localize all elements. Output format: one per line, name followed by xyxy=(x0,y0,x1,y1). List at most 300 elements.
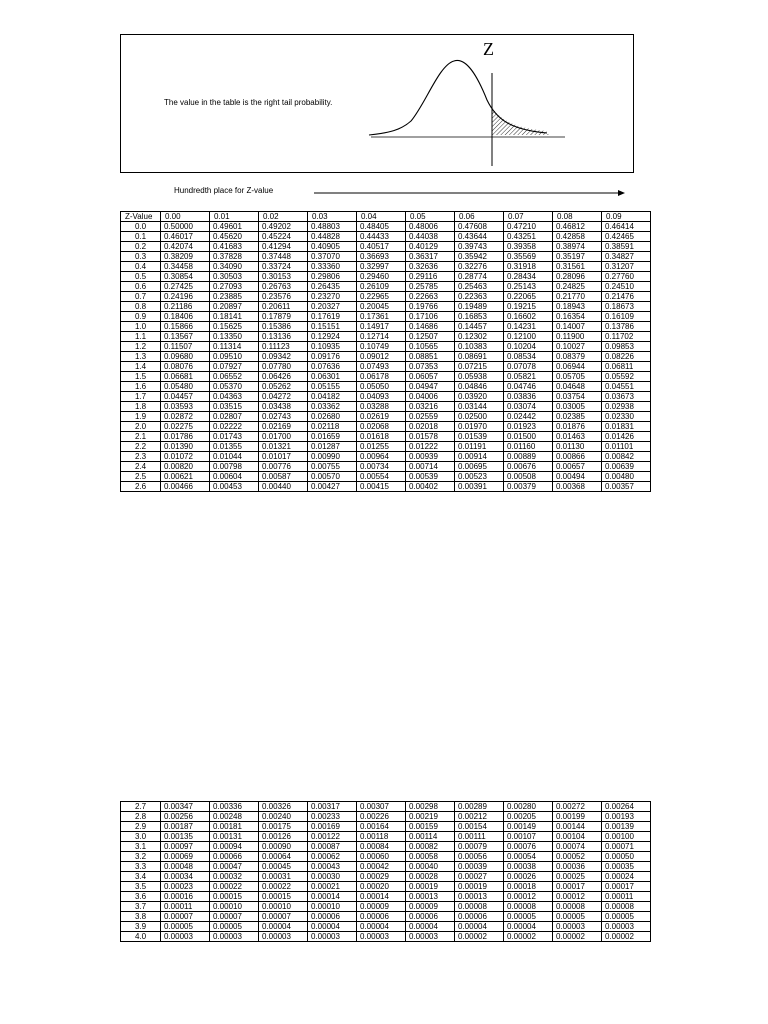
table-row xyxy=(121,432,651,442)
probability-cell: 0.47608 xyxy=(455,222,504,232)
table-row xyxy=(121,262,651,272)
probability-cell: 0.02938 xyxy=(602,402,651,412)
table-row xyxy=(121,442,651,452)
probability-cell: 0.10565 xyxy=(406,342,455,352)
probability-cell: 0.02743 xyxy=(259,412,308,422)
probability-cell: 0.09853 xyxy=(602,342,651,352)
probability-cell: 0.00017 xyxy=(602,882,651,892)
probability-cell: 0.00015 xyxy=(210,892,259,902)
probability-cell: 0.00040 xyxy=(406,862,455,872)
probability-cell: 0.14007 xyxy=(553,322,602,332)
probability-cell: 0.00415 xyxy=(357,482,406,492)
probability-cell: 0.28774 xyxy=(455,272,504,282)
probability-cell: 0.44828 xyxy=(308,232,357,242)
probability-cell: 0.00914 xyxy=(455,452,504,462)
probability-cell: 0.01876 xyxy=(553,422,602,432)
z-value-cell: 3.8 xyxy=(121,912,161,922)
probability-cell: 0.05480 xyxy=(161,382,210,392)
probability-cell: 0.03005 xyxy=(553,402,602,412)
probability-cell: 0.19215 xyxy=(504,302,553,312)
column-header: 0.08 xyxy=(553,212,602,222)
probability-cell: 0.49202 xyxy=(259,222,308,232)
probability-cell: 0.14457 xyxy=(455,322,504,332)
probability-cell: 0.20897 xyxy=(210,302,259,312)
probability-cell: 0.00022 xyxy=(259,882,308,892)
probability-cell: 0.02680 xyxy=(308,412,357,422)
probability-cell: 0.00043 xyxy=(308,862,357,872)
probability-cell: 0.00019 xyxy=(455,882,504,892)
probability-cell: 0.00097 xyxy=(161,842,210,852)
probability-cell: 0.01222 xyxy=(406,442,455,452)
probability-cell: 0.00029 xyxy=(357,872,406,882)
probability-cell: 0.01618 xyxy=(357,432,406,442)
probability-cell: 0.00126 xyxy=(259,832,308,842)
probability-cell: 0.19766 xyxy=(406,302,455,312)
probability-cell: 0.03216 xyxy=(406,402,455,412)
probability-cell: 0.00226 xyxy=(357,812,406,822)
probability-cell: 0.25785 xyxy=(406,282,455,292)
probability-cell: 0.04947 xyxy=(406,382,455,392)
probability-cell: 0.01831 xyxy=(602,422,651,432)
probability-cell: 0.31918 xyxy=(504,262,553,272)
probability-cell: 0.00139 xyxy=(602,822,651,832)
probability-cell: 0.41294 xyxy=(259,242,308,252)
probability-cell: 0.00604 xyxy=(210,472,259,482)
probability-cell: 0.00007 xyxy=(210,912,259,922)
probability-cell: 0.05821 xyxy=(504,372,553,382)
probability-cell: 0.00056 xyxy=(455,852,504,862)
probability-cell: 0.09510 xyxy=(210,352,259,362)
probability-cell: 0.17619 xyxy=(308,312,357,322)
probability-cell: 0.02442 xyxy=(504,412,553,422)
probability-cell: 0.44038 xyxy=(406,232,455,242)
probability-cell: 0.00866 xyxy=(553,452,602,462)
probability-cell: 0.19489 xyxy=(455,302,504,312)
probability-cell: 0.44433 xyxy=(357,232,406,242)
z-value-cell: 4.0 xyxy=(121,932,161,942)
z-value-cell: 2.2 xyxy=(121,442,161,452)
probability-cell: 0.00071 xyxy=(602,842,651,852)
probability-cell: 0.00714 xyxy=(406,462,455,472)
table-row xyxy=(121,482,651,492)
probability-cell: 0.42074 xyxy=(161,242,210,252)
probability-cell: 0.15151 xyxy=(308,322,357,332)
probability-cell: 0.00193 xyxy=(602,812,651,822)
probability-cell: 0.05592 xyxy=(602,372,651,382)
column-header: 0.00 xyxy=(161,212,210,222)
probability-cell: 0.00368 xyxy=(553,482,602,492)
probability-cell: 0.02018 xyxy=(406,422,455,432)
table-row xyxy=(121,462,651,472)
probability-cell: 0.00011 xyxy=(161,902,210,912)
probability-cell: 0.00453 xyxy=(210,482,259,492)
probability-cell: 0.00307 xyxy=(357,802,406,812)
probability-cell: 0.00798 xyxy=(210,462,259,472)
probability-cell: 0.04746 xyxy=(504,382,553,392)
table-row xyxy=(121,242,651,252)
probability-cell: 0.00205 xyxy=(504,812,553,822)
probability-cell: 0.01463 xyxy=(553,432,602,442)
probability-cell: 0.02222 xyxy=(210,422,259,432)
table-row xyxy=(121,912,651,922)
probability-cell: 0.00003 xyxy=(553,922,602,932)
probability-cell: 0.05262 xyxy=(259,382,308,392)
table-row xyxy=(121,282,651,292)
probability-cell: 0.06811 xyxy=(602,362,651,372)
probability-cell: 0.13567 xyxy=(161,332,210,342)
table-row xyxy=(121,232,651,242)
probability-cell: 0.05705 xyxy=(553,372,602,382)
probability-cell: 0.20327 xyxy=(308,302,357,312)
probability-cell: 0.35942 xyxy=(455,252,504,262)
probability-cell: 0.00006 xyxy=(406,912,455,922)
probability-cell: 0.00002 xyxy=(504,932,553,942)
probability-cell: 0.16354 xyxy=(553,312,602,322)
z-table-part-2 xyxy=(120,801,651,942)
probability-cell: 0.00048 xyxy=(161,862,210,872)
probability-cell: 0.00008 xyxy=(602,902,651,912)
probability-cell: 0.00066 xyxy=(210,852,259,862)
probability-cell: 0.17361 xyxy=(357,312,406,322)
probability-cell: 0.30854 xyxy=(161,272,210,282)
z-value-cell: 2.7 xyxy=(121,802,161,812)
probability-cell: 0.00035 xyxy=(602,862,651,872)
probability-cell: 0.45224 xyxy=(259,232,308,242)
probability-cell: 0.38974 xyxy=(553,242,602,252)
probability-cell: 0.36317 xyxy=(406,252,455,262)
probability-cell: 0.00159 xyxy=(406,822,455,832)
probability-cell: 0.00027 xyxy=(455,872,504,882)
probability-cell: 0.07353 xyxy=(406,362,455,372)
probability-cell: 0.00013 xyxy=(455,892,504,902)
table-row xyxy=(121,892,651,902)
probability-cell: 0.01130 xyxy=(553,442,602,452)
probability-cell: 0.00013 xyxy=(406,892,455,902)
column-header: 0.09 xyxy=(602,212,651,222)
probability-cell: 0.00060 xyxy=(357,852,406,862)
bell-curve xyxy=(369,60,547,135)
probability-cell: 0.00402 xyxy=(406,482,455,492)
probability-cell: 0.22363 xyxy=(455,292,504,302)
table-row xyxy=(121,332,651,342)
probability-cell: 0.00003 xyxy=(259,932,308,942)
probability-cell: 0.02330 xyxy=(602,412,651,422)
probability-cell: 0.00391 xyxy=(455,482,504,492)
probability-cell: 0.00010 xyxy=(259,902,308,912)
z-value-cell: 0.8 xyxy=(121,302,161,312)
probability-cell: 0.18943 xyxy=(553,302,602,312)
probability-cell: 0.46812 xyxy=(553,222,602,232)
probability-cell: 0.04272 xyxy=(259,392,308,402)
probability-cell: 0.04182 xyxy=(308,392,357,402)
probability-cell: 0.00004 xyxy=(406,922,455,932)
probability-cell: 0.00025 xyxy=(553,872,602,882)
probability-cell: 0.00005 xyxy=(504,912,553,922)
probability-cell: 0.42858 xyxy=(553,232,602,242)
z-value-cell: 2.8 xyxy=(121,812,161,822)
table-row xyxy=(121,822,651,832)
probability-cell: 0.00062 xyxy=(308,852,357,862)
probability-cell: 0.00164 xyxy=(357,822,406,832)
probability-cell: 0.01743 xyxy=(210,432,259,442)
probability-cell: 0.05050 xyxy=(357,382,406,392)
probability-cell: 0.00264 xyxy=(602,802,651,812)
probability-cell: 0.00695 xyxy=(455,462,504,472)
probability-cell: 0.00005 xyxy=(602,912,651,922)
right-arrow-icon xyxy=(314,188,626,198)
table-header-row xyxy=(121,212,651,222)
probability-cell: 0.00038 xyxy=(504,862,553,872)
probability-cell: 0.30503 xyxy=(210,272,259,282)
probability-cell: 0.39358 xyxy=(504,242,553,252)
probability-cell: 0.22965 xyxy=(357,292,406,302)
probability-cell: 0.00006 xyxy=(455,912,504,922)
z-value-cell: 3.5 xyxy=(121,882,161,892)
probability-cell: 0.00004 xyxy=(504,922,553,932)
probability-cell: 0.04648 xyxy=(553,382,602,392)
probability-cell: 0.40905 xyxy=(308,242,357,252)
table-row xyxy=(121,362,651,372)
z-value-cell: 1.5 xyxy=(121,372,161,382)
probability-cell: 0.03074 xyxy=(504,402,553,412)
probability-cell: 0.04551 xyxy=(602,382,651,392)
probability-cell: 0.00199 xyxy=(553,812,602,822)
probability-cell: 0.03593 xyxy=(161,402,210,412)
probability-cell: 0.25143 xyxy=(504,282,553,292)
probability-cell: 0.43644 xyxy=(455,232,504,242)
probability-cell: 0.11314 xyxy=(210,342,259,352)
probability-cell: 0.12714 xyxy=(357,332,406,342)
table-row xyxy=(121,932,651,942)
probability-cell: 0.01072 xyxy=(161,452,210,462)
table-row xyxy=(121,392,651,402)
probability-cell: 0.00326 xyxy=(259,802,308,812)
z-value-cell: 3.0 xyxy=(121,832,161,842)
probability-cell: 0.06178 xyxy=(357,372,406,382)
probability-cell: 0.03836 xyxy=(504,392,553,402)
probability-cell: 0.46017 xyxy=(161,232,210,242)
probability-cell: 0.00004 xyxy=(455,922,504,932)
probability-cell: 0.50000 xyxy=(161,222,210,232)
probability-cell: 0.00169 xyxy=(308,822,357,832)
probability-cell: 0.09342 xyxy=(259,352,308,362)
normal-curve-figure xyxy=(120,34,634,173)
table-row xyxy=(121,302,651,312)
probability-cell: 0.22663 xyxy=(406,292,455,302)
probability-cell: 0.28434 xyxy=(504,272,553,282)
probability-cell: 0.00100 xyxy=(602,832,651,842)
probability-cell: 0.00003 xyxy=(357,932,406,942)
z-value-cell: 0.3 xyxy=(121,252,161,262)
probability-cell: 0.00149 xyxy=(504,822,553,832)
z-value-cell: 1.8 xyxy=(121,402,161,412)
probability-cell: 0.07636 xyxy=(308,362,357,372)
probability-cell: 0.00639 xyxy=(602,462,651,472)
probability-cell: 0.01390 xyxy=(161,442,210,452)
probability-cell: 0.21476 xyxy=(602,292,651,302)
probability-cell: 0.01355 xyxy=(210,442,259,452)
probability-cell: 0.00017 xyxy=(553,882,602,892)
probability-cell: 0.00508 xyxy=(504,472,553,482)
probability-cell: 0.00087 xyxy=(308,842,357,852)
probability-cell: 0.18406 xyxy=(161,312,210,322)
column-header: 0.04 xyxy=(357,212,406,222)
probability-cell: 0.42465 xyxy=(602,232,651,242)
probability-cell: 0.21186 xyxy=(161,302,210,312)
probability-cell: 0.00030 xyxy=(308,872,357,882)
z-value-cell: 0.9 xyxy=(121,312,161,322)
z-value-cell: 0.2 xyxy=(121,242,161,252)
probability-cell: 0.00523 xyxy=(455,472,504,482)
table-row xyxy=(121,472,651,482)
probability-cell: 0.35197 xyxy=(553,252,602,262)
z-value-cell: 1.4 xyxy=(121,362,161,372)
probability-cell: 0.36693 xyxy=(357,252,406,262)
probability-cell: 0.00118 xyxy=(357,832,406,842)
probability-cell: 0.00233 xyxy=(308,812,357,822)
probability-cell: 0.03920 xyxy=(455,392,504,402)
probability-cell: 0.08379 xyxy=(553,352,602,362)
probability-cell: 0.07927 xyxy=(210,362,259,372)
table-row xyxy=(121,842,651,852)
probability-cell: 0.08534 xyxy=(504,352,553,362)
probability-cell: 0.30153 xyxy=(259,272,308,282)
probability-cell: 0.04093 xyxy=(357,392,406,402)
probability-cell: 0.39743 xyxy=(455,242,504,252)
probability-cell: 0.34090 xyxy=(210,262,259,272)
probability-cell: 0.00104 xyxy=(553,832,602,842)
probability-cell: 0.01659 xyxy=(308,432,357,442)
probability-cell: 0.07493 xyxy=(357,362,406,372)
table-row xyxy=(121,292,651,302)
table-row xyxy=(121,422,651,432)
z-value-cell: 3.9 xyxy=(121,922,161,932)
probability-cell: 0.00347 xyxy=(161,802,210,812)
probability-cell: 0.00076 xyxy=(504,842,553,852)
probability-cell: 0.16602 xyxy=(504,312,553,322)
probability-cell: 0.00240 xyxy=(259,812,308,822)
probability-cell: 0.00012 xyxy=(553,892,602,902)
probability-cell: 0.06301 xyxy=(308,372,357,382)
probability-cell: 0.48006 xyxy=(406,222,455,232)
table-row xyxy=(121,832,651,842)
probability-cell: 0.00022 xyxy=(210,882,259,892)
probability-cell: 0.17879 xyxy=(259,312,308,322)
probability-cell: 0.02385 xyxy=(553,412,602,422)
probability-cell: 0.32997 xyxy=(357,262,406,272)
probability-cell: 0.10935 xyxy=(308,342,357,352)
probability-cell: 0.01044 xyxy=(210,452,259,462)
probability-cell: 0.00621 xyxy=(161,472,210,482)
table-row xyxy=(121,382,651,392)
probability-cell: 0.08076 xyxy=(161,362,210,372)
probability-cell: 0.00020 xyxy=(357,882,406,892)
probability-cell: 0.01191 xyxy=(455,442,504,452)
table-row xyxy=(121,402,651,412)
probability-cell: 0.02118 xyxy=(308,422,357,432)
z-value-cell: 2.4 xyxy=(121,462,161,472)
probability-cell: 0.00657 xyxy=(553,462,602,472)
probability-cell: 0.00045 xyxy=(259,862,308,872)
column-header: 0.07 xyxy=(504,212,553,222)
probability-cell: 0.00122 xyxy=(308,832,357,842)
probability-cell: 0.41683 xyxy=(210,242,259,252)
z-value-cell: 0.5 xyxy=(121,272,161,282)
table-row xyxy=(121,342,651,352)
probability-cell: 0.00005 xyxy=(553,912,602,922)
probability-cell: 0.24825 xyxy=(553,282,602,292)
probability-cell: 0.00004 xyxy=(259,922,308,932)
probability-cell: 0.00004 xyxy=(357,922,406,932)
probability-cell: 0.13350 xyxy=(210,332,259,342)
probability-cell: 0.24510 xyxy=(602,282,651,292)
probability-cell: 0.00007 xyxy=(259,912,308,922)
probability-cell: 0.00003 xyxy=(210,932,259,942)
probability-cell: 0.00480 xyxy=(602,472,651,482)
probability-cell: 0.26435 xyxy=(308,282,357,292)
probability-cell: 0.05155 xyxy=(308,382,357,392)
probability-cell: 0.00069 xyxy=(161,852,210,862)
z-value-cell: 2.5 xyxy=(121,472,161,482)
probability-cell: 0.34458 xyxy=(161,262,210,272)
probability-cell: 0.00014 xyxy=(308,892,357,902)
table-row xyxy=(121,352,651,362)
table-row xyxy=(121,222,651,232)
table-row xyxy=(121,312,651,322)
probability-cell: 0.46414 xyxy=(602,222,651,232)
probability-cell: 0.10027 xyxy=(553,342,602,352)
probability-cell: 0.00842 xyxy=(602,452,651,462)
probability-cell: 0.37448 xyxy=(259,252,308,262)
probability-cell: 0.00084 xyxy=(357,842,406,852)
column-header: 0.05 xyxy=(406,212,455,222)
probability-cell: 0.01255 xyxy=(357,442,406,452)
probability-cell: 0.06944 xyxy=(553,362,602,372)
probability-cell: 0.00889 xyxy=(504,452,553,462)
z-value-cell: 3.2 xyxy=(121,852,161,862)
table-row xyxy=(121,862,651,872)
probability-cell: 0.00964 xyxy=(357,452,406,462)
table-row xyxy=(121,872,651,882)
probability-cell: 0.38209 xyxy=(161,252,210,262)
z-value-cell: 2.6 xyxy=(121,482,161,492)
z-value-cell: 1.3 xyxy=(121,352,161,362)
z-value-cell: 1.2 xyxy=(121,342,161,352)
z-value-cell: 1.7 xyxy=(121,392,161,402)
table-row xyxy=(121,272,651,282)
probability-cell: 0.00028 xyxy=(406,872,455,882)
probability-cell: 0.00032 xyxy=(210,872,259,882)
probability-cell: 0.00009 xyxy=(406,902,455,912)
probability-cell: 0.23576 xyxy=(259,292,308,302)
probability-cell: 0.03362 xyxy=(308,402,357,412)
z-value-cell: 3.7 xyxy=(121,902,161,912)
probability-cell: 0.00006 xyxy=(308,912,357,922)
probability-cell: 0.16109 xyxy=(602,312,651,322)
probability-cell: 0.12100 xyxy=(504,332,553,342)
probability-cell: 0.00024 xyxy=(602,872,651,882)
probability-cell: 0.23270 xyxy=(308,292,357,302)
table-row xyxy=(121,252,651,262)
probability-cell: 0.04846 xyxy=(455,382,504,392)
column-header: 0.03 xyxy=(308,212,357,222)
probability-cell: 0.06552 xyxy=(210,372,259,382)
column-header: 0.01 xyxy=(210,212,259,222)
probability-cell: 0.02500 xyxy=(455,412,504,422)
probability-cell: 0.00002 xyxy=(553,932,602,942)
probability-cell: 0.40517 xyxy=(357,242,406,252)
probability-cell: 0.06426 xyxy=(259,372,308,382)
